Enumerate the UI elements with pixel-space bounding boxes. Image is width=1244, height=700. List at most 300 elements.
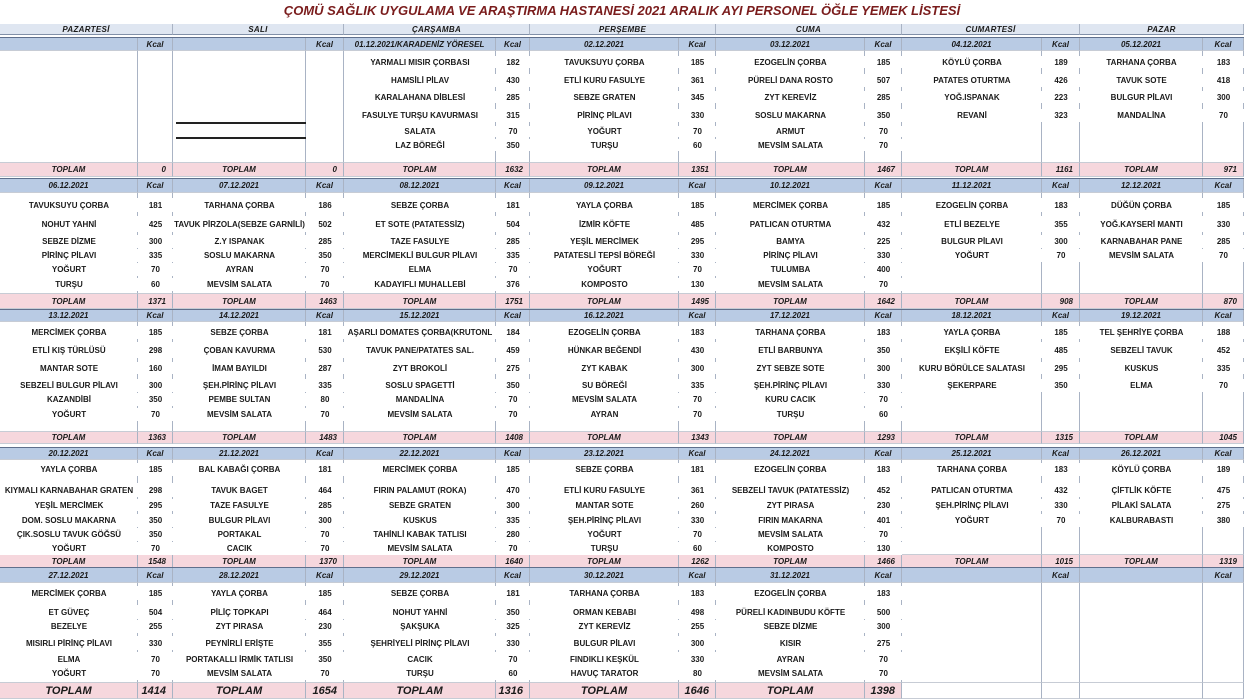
menu-item-kcal: 70 bbox=[306, 278, 344, 291]
menu-item: ŞEH.PİRİNÇ PİLAVI bbox=[716, 379, 865, 392]
menu-item: MERCİMEK ÇORBA bbox=[0, 586, 138, 600]
menu-item: EZOGELİN ÇORBA bbox=[902, 198, 1042, 212]
menu-item: KARNABAHAR PANE bbox=[1080, 235, 1203, 248]
menu-item-kcal: 330 bbox=[1042, 499, 1080, 511]
total-kcal: 908 bbox=[1042, 294, 1080, 309]
menu-item-kcal: 80 bbox=[306, 393, 344, 406]
total-kcal: 1467 bbox=[865, 163, 902, 177]
date-header: 29.12.2021 bbox=[344, 568, 496, 583]
menu-item: BEZELYE bbox=[0, 620, 138, 633]
menu-item-kcal: 255 bbox=[679, 620, 716, 633]
kcal-header: Kcal bbox=[865, 310, 902, 322]
menu-item-kcal: 295 bbox=[1042, 362, 1080, 374]
total-kcal: 1654 bbox=[306, 683, 344, 699]
menu-item-kcal: 350 bbox=[1042, 379, 1080, 392]
menu-item-kcal: 295 bbox=[138, 499, 173, 511]
total-label: TOPLAM bbox=[173, 555, 306, 568]
date-header bbox=[902, 568, 1042, 583]
menu-item-kcal: 323 bbox=[1042, 109, 1080, 122]
menu-item: PÜRELİ KADINBUDU KÖFTE bbox=[716, 605, 865, 619]
menu-item: SEBZE DİZME bbox=[716, 620, 865, 633]
menu-item: YOĞURT bbox=[530, 528, 679, 541]
menu-cell bbox=[173, 51, 306, 163]
menu-item: PİRİNÇ PİLAVI bbox=[530, 109, 679, 122]
menu-item: KOMPOSTO bbox=[716, 542, 865, 555]
kcal-header: Kcal bbox=[306, 310, 344, 322]
menu-item-kcal: 350 bbox=[496, 379, 530, 392]
menu-item-kcal: 70 bbox=[138, 542, 173, 555]
menu-item: KIYMALI KARNABAHAR GRATEN bbox=[0, 483, 138, 497]
menu-item: YAYLA ÇORBA bbox=[530, 198, 679, 212]
menu-item: FINDIKLI KEŞKÜL bbox=[530, 652, 679, 666]
kcal-header: Kcal bbox=[496, 179, 530, 193]
menu-item: MEVSİM SALATA bbox=[344, 542, 496, 555]
kcal-header: Kcal bbox=[1203, 38, 1244, 51]
kcal-header: Kcal bbox=[679, 310, 716, 322]
day-header: PAZARTESİ bbox=[0, 24, 173, 35]
menu-item: TAHİNLİ KABAK TATLISI bbox=[344, 528, 496, 541]
menu-item: SOSLU MAKARNA bbox=[716, 109, 865, 122]
menu-item: SEBZE ÇORBA bbox=[530, 463, 679, 476]
menu-item-kcal: 376 bbox=[496, 278, 530, 291]
menu-item: CACIK bbox=[173, 542, 306, 555]
menu-item-kcal: 300 bbox=[138, 235, 173, 248]
menu-item-kcal: 181 bbox=[496, 586, 530, 600]
kcal-header: Kcal bbox=[1203, 568, 1244, 583]
menu-item-kcal: 350 bbox=[138, 393, 173, 406]
total-label: TOPLAM bbox=[1080, 294, 1203, 309]
menu-item: NOHUT YAHNİ bbox=[0, 216, 138, 232]
total-kcal: 1642 bbox=[865, 294, 902, 309]
menu-item-kcal: 185 bbox=[138, 326, 173, 339]
menu-item-kcal: 188 bbox=[1203, 326, 1244, 339]
total-label: TOPLAM bbox=[344, 294, 496, 309]
kcal-header: Kcal bbox=[496, 310, 530, 322]
date-header bbox=[1080, 568, 1203, 583]
menu-item: ELMA bbox=[0, 652, 138, 666]
menu-item: KARALAHANA DİBLESİ bbox=[344, 91, 496, 103]
total-label: TOPLAM bbox=[902, 432, 1042, 444]
menu-item: TURŞU bbox=[530, 139, 679, 151]
kcal-header: Kcal bbox=[1042, 38, 1080, 51]
menu-item: TARHANA ÇORBA bbox=[173, 198, 306, 212]
menu-item: ETLİ BARBUNYA bbox=[716, 342, 865, 358]
total-label: TOPLAM bbox=[173, 683, 306, 699]
date-header: 28.12.2021 bbox=[173, 568, 306, 583]
menu-item-kcal: 335 bbox=[1203, 362, 1244, 374]
kcal-header: Kcal bbox=[496, 38, 530, 51]
menu-item-kcal: 185 bbox=[138, 586, 173, 600]
menu-item: MEVSİM SALATA bbox=[716, 528, 865, 541]
kcal-cell bbox=[306, 51, 344, 163]
menu-item-kcal: 130 bbox=[679, 278, 716, 291]
total-label: TOPLAM bbox=[530, 432, 679, 444]
menu-item-kcal: 183 bbox=[865, 463, 902, 476]
menu-item-kcal: 185 bbox=[679, 56, 716, 68]
total-label bbox=[1080, 683, 1203, 699]
menu-item: SEBZELİ BULGUR PİLAVI bbox=[0, 379, 138, 392]
menu-item-kcal: 183 bbox=[679, 326, 716, 339]
date-header: 20.12.2021 bbox=[0, 448, 138, 460]
menu-item: TAVUKSUYU ÇORBA bbox=[0, 198, 138, 212]
menu-item: ETLİ KIŞ TÜRLÜSÜ bbox=[0, 342, 138, 358]
menu-item-kcal: 186 bbox=[306, 198, 344, 212]
date-header: 06.12.2021 bbox=[0, 179, 138, 193]
menu-item-kcal: 459 bbox=[496, 342, 530, 358]
menu-item: SEBZE GRATEN bbox=[530, 91, 679, 103]
menu-item-kcal: 181 bbox=[306, 326, 344, 339]
menu-item-kcal: 350 bbox=[865, 109, 902, 122]
menu-item: TURŞU bbox=[716, 408, 865, 421]
menu-item: KAZANDİBİ bbox=[0, 393, 138, 406]
menu-item-kcal: 330 bbox=[679, 249, 716, 262]
menu-item: TEL ŞEHRİYE ÇORBA bbox=[1080, 326, 1203, 339]
menu-item-kcal: 181 bbox=[496, 198, 530, 212]
total-label: TOPLAM bbox=[1080, 432, 1203, 444]
menu-item: MANTAR SOTE bbox=[530, 499, 679, 511]
menu-item-kcal: 530 bbox=[306, 342, 344, 358]
menu-item-kcal: 350 bbox=[496, 139, 530, 151]
menu-item: HAVUÇ TARATOR bbox=[530, 666, 679, 680]
menu-item-kcal: 70 bbox=[138, 408, 173, 421]
empty-box-border bbox=[176, 122, 306, 124]
menu-item-kcal: 350 bbox=[306, 652, 344, 666]
menu-item-kcal: 285 bbox=[496, 235, 530, 248]
menu-item: TAVUK BAGET bbox=[173, 483, 306, 497]
menu-item-kcal: 70 bbox=[496, 408, 530, 421]
menu-item: MERCİMEK ÇORBA bbox=[716, 198, 865, 212]
menu-item: PATATESLİ TEPSİ BÖREĞİ bbox=[530, 249, 679, 262]
kcal-header: Kcal bbox=[1042, 568, 1080, 583]
menu-item: YOĞURT bbox=[0, 666, 138, 680]
menu-item-kcal: 183 bbox=[1203, 56, 1244, 68]
menu-item-kcal: 183 bbox=[679, 586, 716, 600]
total-kcal: 1161 bbox=[1042, 163, 1080, 177]
total-label: TOPLAM bbox=[0, 432, 138, 444]
menu-item: YOĞURT bbox=[902, 249, 1042, 262]
menu-item: PİRİNÇ PİLAVI bbox=[716, 249, 865, 262]
menu-item: SEBZE ÇORBA bbox=[344, 198, 496, 212]
kcal-header: Kcal bbox=[1203, 448, 1244, 460]
kcal-header: Kcal bbox=[1203, 310, 1244, 322]
page-title: ÇOMÜ SAĞLIK UYGULAMA VE ARAŞTIRMA HASTANESİ 2021 ARALIK AYI PERSONEL ÖĞLE YEMEK LİSTESİ bbox=[283, 3, 961, 18]
date-header bbox=[173, 38, 306, 51]
menu-item-kcal: 70 bbox=[865, 528, 902, 541]
day-header: SALI bbox=[173, 24, 344, 35]
menu-item: YOĞURT bbox=[0, 542, 138, 555]
menu-item-kcal: 300 bbox=[306, 514, 344, 527]
date-header: 24.12.2021 bbox=[716, 448, 865, 460]
date-header: 08.12.2021 bbox=[344, 179, 496, 193]
menu-table bbox=[0, 22, 1244, 700]
menu-item-kcal: 60 bbox=[496, 666, 530, 680]
total-kcal: 1045 bbox=[1203, 432, 1244, 444]
menu-item: SEBZE ÇORBA bbox=[173, 326, 306, 339]
menu-item-kcal: 189 bbox=[1042, 56, 1080, 68]
menu-item: ETLİ BEZELYE bbox=[902, 216, 1042, 232]
menu-item-kcal: 183 bbox=[865, 586, 902, 600]
menu-item: ŞAKŞUKA bbox=[344, 620, 496, 633]
date-header: 31.12.2021 bbox=[716, 568, 865, 583]
menu-item-kcal: 225 bbox=[865, 235, 902, 248]
total-kcal: 1343 bbox=[679, 432, 716, 444]
day-header: CUMA bbox=[716, 24, 902, 35]
menu-item-kcal: 70 bbox=[306, 666, 344, 680]
menu-item: LAZ BÖREĞİ bbox=[344, 139, 496, 151]
menu-item-kcal: 70 bbox=[1203, 109, 1244, 122]
menu-item: FIRIN MAKARNA bbox=[716, 514, 865, 527]
total-kcal: 1632 bbox=[496, 163, 530, 177]
total-label: TOPLAM bbox=[716, 294, 865, 309]
date-header: 19.12.2021 bbox=[1080, 310, 1203, 322]
menu-item-kcal: 295 bbox=[679, 235, 716, 248]
total-kcal: 1262 bbox=[679, 555, 716, 568]
menu-item: FIRIN PALAMUT (ROKA) bbox=[344, 483, 496, 497]
menu-item-kcal: 285 bbox=[1203, 235, 1244, 248]
menu-cell bbox=[0, 51, 138, 163]
menu-item: TARHANA ÇORBA bbox=[716, 326, 865, 339]
day-header: PERŞEMBE bbox=[530, 24, 716, 35]
menu-item: ELMA bbox=[1080, 379, 1203, 392]
menu-item-kcal: 185 bbox=[1203, 198, 1244, 212]
menu-item: KUSKUS bbox=[1080, 362, 1203, 374]
total-kcal: 1363 bbox=[138, 432, 173, 444]
menu-item: BAMYA bbox=[716, 235, 865, 248]
kcal-header: Kcal bbox=[138, 568, 173, 583]
menu-item-kcal: 361 bbox=[679, 74, 716, 87]
menu-item: Z.Y ISPANAK bbox=[173, 235, 306, 248]
menu-item-kcal: 185 bbox=[496, 463, 530, 476]
menu-item-kcal: 181 bbox=[306, 463, 344, 476]
total-label: TOPLAM bbox=[902, 163, 1042, 177]
menu-item: YOĞ.ISPANAK bbox=[902, 91, 1042, 103]
kcal-header: Kcal bbox=[865, 568, 902, 583]
date-header: 15.12.2021 bbox=[344, 310, 496, 322]
menu-item: SEBZELİ TAVUK bbox=[1080, 342, 1203, 358]
date-header: 03.12.2021 bbox=[716, 38, 865, 51]
menu-item-kcal: 504 bbox=[496, 216, 530, 232]
day-header: CUMARTESİ bbox=[902, 24, 1080, 35]
menu-item-kcal: 70 bbox=[306, 408, 344, 421]
menu-item-kcal: 70 bbox=[865, 139, 902, 151]
menu-item-kcal: 432 bbox=[1042, 483, 1080, 497]
menu-item: BULGUR PİLAVI bbox=[902, 235, 1042, 248]
menu-item: ETLİ KURU FASULYE bbox=[530, 74, 679, 87]
menu-item-kcal: 335 bbox=[496, 514, 530, 527]
total-label: TOPLAM bbox=[173, 294, 306, 309]
date-header: 27.12.2021 bbox=[0, 568, 138, 583]
menu-item-kcal: 300 bbox=[679, 362, 716, 374]
total-label: TOPLAM bbox=[716, 555, 865, 568]
menu-item: İMAM BAYILDI bbox=[173, 362, 306, 374]
menu-item: ZYT BROKOLİ bbox=[344, 362, 496, 374]
menu-item-kcal: 70 bbox=[1203, 249, 1244, 262]
menu-item-kcal: 285 bbox=[865, 91, 902, 103]
menu-item-kcal: 300 bbox=[1203, 91, 1244, 103]
menu-item-kcal: 502 bbox=[306, 216, 344, 232]
menu-item: ORMAN KEBABI bbox=[530, 605, 679, 619]
menu-item-kcal: 70 bbox=[496, 542, 530, 555]
total-kcal: 1495 bbox=[679, 294, 716, 309]
date-header: 17.12.2021 bbox=[716, 310, 865, 322]
total-label: TOPLAM bbox=[173, 432, 306, 444]
total-label: TOPLAM bbox=[1080, 163, 1203, 177]
menu-item-kcal: 485 bbox=[1042, 342, 1080, 358]
menu-item: MANDALİNA bbox=[1080, 109, 1203, 122]
menu-item-kcal: 60 bbox=[679, 542, 716, 555]
menu-item: TARHANA ÇORBA bbox=[902, 463, 1042, 476]
menu-item-kcal: 60 bbox=[679, 139, 716, 151]
kcal-header: Kcal bbox=[1042, 179, 1080, 193]
menu-item: PATATES OTURTMA bbox=[902, 74, 1042, 87]
date-header: 09.12.2021 bbox=[530, 179, 679, 193]
menu-item: MEVSİM SALATA bbox=[173, 666, 306, 680]
menu-item: ARMUT bbox=[716, 126, 865, 137]
total-kcal: 1548 bbox=[138, 555, 173, 568]
menu-item: YOĞURT bbox=[0, 263, 138, 276]
menu-item: PİLAKİ SALATA bbox=[1080, 499, 1203, 511]
menu-item: KURU CACIK bbox=[716, 393, 865, 406]
menu-item: DÜĞÜN ÇORBA bbox=[1080, 198, 1203, 212]
menu-item: PİRİNÇ PİLAVI bbox=[0, 249, 138, 262]
date-header: 01.12.2021/KARADENİZ YÖRESEL bbox=[344, 38, 496, 51]
total-label: TOPLAM bbox=[0, 163, 138, 177]
menu-item: MEVSİM SALATA bbox=[716, 278, 865, 291]
menu-item-kcal: 70 bbox=[306, 542, 344, 555]
total-kcal: 1463 bbox=[306, 294, 344, 309]
menu-item-kcal: 70 bbox=[138, 263, 173, 276]
menu-item: SOSLU MAKARNA bbox=[173, 249, 306, 262]
total-kcal: 1015 bbox=[1042, 555, 1080, 568]
total-label: TOPLAM bbox=[0, 683, 138, 699]
menu-item-kcal: 400 bbox=[865, 263, 902, 276]
menu-item-kcal: 285 bbox=[306, 235, 344, 248]
total-kcal: 1646 bbox=[679, 683, 716, 699]
total-label: TOPLAM bbox=[1080, 555, 1203, 568]
menu-item-kcal: 223 bbox=[1042, 91, 1080, 103]
menu-item-kcal: 325 bbox=[496, 620, 530, 633]
menu-item-kcal: 298 bbox=[138, 342, 173, 358]
menu-item: YEŞİL MERCİMEK bbox=[0, 499, 138, 511]
menu-item-kcal: 298 bbox=[138, 483, 173, 497]
kcal-header: Kcal bbox=[865, 38, 902, 51]
menu-item-kcal: 300 bbox=[679, 636, 716, 650]
menu-item: PÜRELİ DANA ROSTO bbox=[716, 74, 865, 87]
menu-item-kcal: 330 bbox=[865, 249, 902, 262]
menu-item: TURŞU bbox=[344, 666, 496, 680]
date-header: 05.12.2021 bbox=[1080, 38, 1203, 51]
menu-item: BULGUR PİLAVI bbox=[530, 636, 679, 650]
menu-item: TAZE FASULYE bbox=[173, 499, 306, 511]
menu-item-kcal: 330 bbox=[679, 109, 716, 122]
menu-item-kcal: 70 bbox=[679, 263, 716, 276]
menu-item: MISIRLI PİRİNÇ PİLAVI bbox=[0, 636, 138, 650]
menu-item: ÇOBAN KAVURMA bbox=[173, 342, 306, 358]
menu-item: EZOGELİN ÇORBA bbox=[716, 586, 865, 600]
menu-item-kcal: 275 bbox=[865, 636, 902, 650]
menu-item-kcal: 130 bbox=[865, 542, 902, 555]
date-header: 22.12.2021 bbox=[344, 448, 496, 460]
total-label bbox=[902, 683, 1042, 699]
menu-item: ÇİFTLİK KÖFTE bbox=[1080, 483, 1203, 497]
menu-item: YOĞURT bbox=[530, 126, 679, 137]
menu-item: AYRAN bbox=[173, 263, 306, 276]
menu-item: KUSKUS bbox=[344, 514, 496, 527]
menu-item-kcal: 330 bbox=[496, 636, 530, 650]
total-label: TOPLAM bbox=[902, 294, 1042, 309]
menu-item-kcal: 361 bbox=[679, 483, 716, 497]
menu-item: MEVSİM SALATA bbox=[173, 278, 306, 291]
menu-item: YAYLA ÇORBA bbox=[173, 586, 306, 600]
menu-item-kcal: 185 bbox=[138, 463, 173, 476]
menu-cell bbox=[1080, 583, 1203, 683]
menu-item: NOHUT YAHNİ bbox=[344, 605, 496, 619]
date-header: 07.12.2021 bbox=[173, 179, 306, 193]
menu-item-kcal: 401 bbox=[865, 514, 902, 527]
menu-item-kcal: 426 bbox=[1042, 74, 1080, 87]
kcal-header: Kcal bbox=[306, 38, 344, 51]
menu-item-kcal: 70 bbox=[1042, 514, 1080, 527]
total-kcal: 1466 bbox=[865, 555, 902, 568]
menu-item: EZOGELİN ÇORBA bbox=[716, 463, 865, 476]
menu-item-kcal: 345 bbox=[679, 91, 716, 103]
menu-item-kcal: 70 bbox=[1042, 249, 1080, 262]
menu-item: YOĞURT bbox=[902, 514, 1042, 527]
date-header: 26.12.2021 bbox=[1080, 448, 1203, 460]
menu-item-kcal: 70 bbox=[496, 393, 530, 406]
menu-item: HAMSİLİ PİLAV bbox=[344, 74, 496, 87]
menu-item-kcal: 350 bbox=[865, 342, 902, 358]
menu-item-kcal: 507 bbox=[865, 74, 902, 87]
total-label: TOPLAM bbox=[173, 163, 306, 177]
menu-item-kcal: 504 bbox=[138, 605, 173, 619]
kcal-header: Kcal bbox=[679, 448, 716, 460]
total-kcal: 1316 bbox=[496, 683, 530, 699]
kcal-header: Kcal bbox=[1042, 448, 1080, 460]
menu-item: KISIR bbox=[716, 636, 865, 650]
total-kcal: 971 bbox=[1203, 163, 1244, 177]
date-header: 25.12.2021 bbox=[902, 448, 1042, 460]
menu-item: ZYT KABAK bbox=[530, 362, 679, 374]
kcal-header: Kcal bbox=[1042, 310, 1080, 322]
menu-item: SALATA bbox=[344, 126, 496, 137]
total-kcal: 1371 bbox=[138, 294, 173, 309]
menu-item: BULGUR PİLAVI bbox=[1080, 91, 1203, 103]
menu-item: PORTAKAL bbox=[173, 528, 306, 541]
menu-item: MEVSİM SALATA bbox=[173, 408, 306, 421]
day-header: ÇARŞAMBA bbox=[344, 24, 530, 35]
menu-item-kcal: 330 bbox=[679, 514, 716, 527]
menu-item-kcal: 275 bbox=[1203, 499, 1244, 511]
total-kcal: 1370 bbox=[306, 555, 344, 568]
menu-cell bbox=[902, 583, 1042, 683]
date-header: 18.12.2021 bbox=[902, 310, 1042, 322]
menu-item: MANDALİNA bbox=[344, 393, 496, 406]
menu-item-kcal: 184 bbox=[496, 326, 530, 339]
menu-item-kcal: 183 bbox=[1042, 198, 1080, 212]
menu-item-kcal: 330 bbox=[138, 636, 173, 650]
kcal-header: Kcal bbox=[138, 310, 173, 322]
date-header: 10.12.2021 bbox=[716, 179, 865, 193]
total-label: TOPLAM bbox=[344, 555, 496, 568]
menu-item-kcal: 330 bbox=[1203, 216, 1244, 232]
menu-item: AYRAN bbox=[530, 408, 679, 421]
menu-item-kcal: 70 bbox=[865, 666, 902, 680]
menu-item-kcal: 485 bbox=[679, 216, 716, 232]
menu-item: FASULYE TURŞU KAVURMASI bbox=[344, 109, 496, 122]
menu-item-kcal: 475 bbox=[1203, 483, 1244, 497]
menu-item-kcal: 70 bbox=[138, 666, 173, 680]
